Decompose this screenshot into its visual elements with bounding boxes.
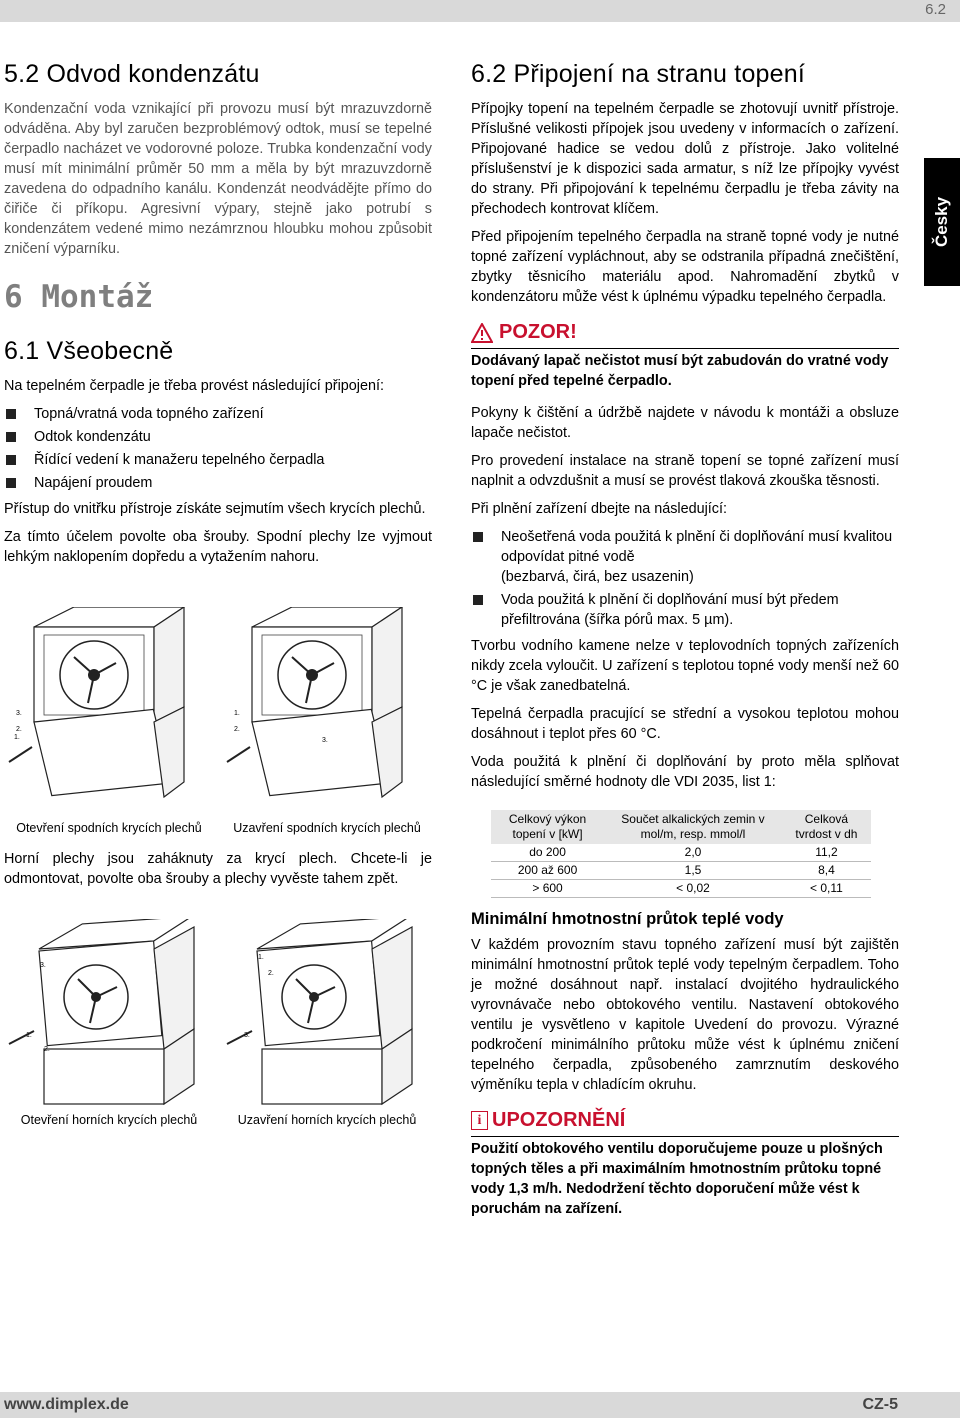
header-bar [0,0,960,22]
cleaning-paragraph: Pokyny k čištění a údržbě najdete v návodu k montáži a obsluze lapače nečistot. [471,405,899,441]
scale-paragraph: Tvorbu vodního kamene nelze v teplovodních topných zařízeních nikdy zcela vyloučit. U zařízení s teplotou topné vody menší než 60 °C je však zanedbatelná. [471,638,899,694]
step-label: 1. [234,710,240,717]
footer-bar [0,1392,960,1418]
step-label: 2. [268,970,274,977]
section-number: 6.2 [925,1,946,18]
language-tab [924,158,960,286]
section-6-1-title: 6.1 Všeobecně [4,337,174,365]
condensate-paragraph: Kondenzační voda vznikající při provozu musí být mrazuvzdorně odváděna. Aby byl zaručen bezproblémový odtok, musí se tepelné čerpadlo nacházet ve vodorovné poloze. Trubka kondenzační vody musí mít minimální průměr 50 mm a měla by být mrazuvzdorně zavedena do odpadního kanálu. Kondenzát neodvádějte přímo do čiřiče či příkopu. Agresivní výpary, stejně jako potrubí s kondenzátem vedené mimo nezámrznou hloubku mohou způsobit zničení výparníku. [4,101,432,257]
table-cell: 2,0 [604,844,782,862]
connections-paragraph: Přípojky topení na tepelném čerpadle se zhotovují uvnitř přístroje. Příslušné velikosti přípojek jsou uvedeny v informacích o zařízení. Připojované hadice se vedou dolů z přístroje. Jako volitelné příslušenství je k dispozici sada armatur, s níž lze přípojky vyvést do strany. Při připojování k tepelnému čerpadlu je třeba závity na přechodech kontrovat klíčem. [471,101,899,217]
temperature-paragraph: Tepelná čerpadla pracující se střední a vysokou teplotou mohou dosáhnout i teplot přes 60 °C. [471,706,899,742]
figure-caption: Otevření horních krycích plechů [20,1113,198,1127]
info-header [471,1109,899,1132]
step-label: 1. [258,954,264,961]
section-6-2-title: 6.2 Připojení na stranu topení [471,60,806,88]
heat-pump-illustration [222,919,432,1109]
step-label: 3. [40,962,46,969]
table-header: Součet alkalických zemin v mol/m, resp. mmol/l [604,810,782,844]
installation-paragraph: Pro provedení instalace na straně topení se topné zařízení musí naplnit a odvzdušnit a musí se provést tlaková zkouška těsnosti. [471,453,899,489]
figure-caption: Uzavření horních krycích plechů [237,1113,417,1127]
min-flow-title: Minimální hmotnostní průtok teplé vody [471,910,784,928]
access-paragraph: Přístup do vnitřku přístroje získáte sejmutím všech krycích plechů. [4,501,426,517]
warning-title: POZOR! [499,321,577,343]
section-5-2-title: 5.2 Odvod kondenzátu [4,60,260,88]
table-header: Celková tvrdost v dh [782,810,871,844]
figure-close-lower [222,607,432,835]
list-item-extra: (bezbarvá, čirá, bez usazenin) [501,569,694,585]
table-cell: 1,5 [604,862,782,880]
warning-triangle-icon [471,323,493,343]
list-item: Voda použitá k plnění či doplňování musí být předem přefiltrována (šířka pórů max. 5 µm). [471,590,899,630]
left-column [4,60,432,1127]
list-item: Topná/vratná voda topného zařízení [4,404,432,424]
connections-intro: Na tepelném čerpadle je třeba provést následující připojení: [4,378,384,394]
list-item: Řídící vedení k manažeru tepelného čerpadla [4,450,432,470]
figure-open-lower [4,607,214,835]
table-cell: < 0,02 [604,880,782,898]
table-row [491,844,871,862]
table-cell: 200 až 600 [491,862,604,880]
upper-panels-paragraph: Horní plechy jsou zaháknuty za krycí plech. Chcete-li je odmontovat, povolte oba šrouby a plechy vyvěste tahem zpět. [4,851,432,887]
filling-list [471,527,899,630]
guidelines-paragraph: Voda použitá k plnění či doplňování by proto měla splňovat následující směrné hodnoty dle VDI 2035, list 1: [471,754,899,790]
heat-pump-illustration [4,919,214,1109]
footer-website: www.dimplex.de [4,1396,129,1413]
min-flow-paragraph: V každém provozním stavu topného zařízení musí být zajištěn minimální hmotnostní průtok teplé vody tepelným čerpadlem. Toho je možné dosáhnout např. instalací dvojitého hydraulického vyrovnávače nebo obtokového ventilu. Nastavení obtokového ventilu je vysvětleno v kapitole Uvedení do provozu. Výrazné podkročení minimálního průtoku může vést k úplnému zničení tepelného čerpadla, způsobeného zamrznutím deskového výměníku tepla v chladícím okruhu. [471,937,899,1093]
figure-close-upper [222,919,432,1127]
info-text: Použití obtokového ventilu doporučujeme pouze u plošných topných těles a při maximálním hmotnostním průtoku topné vody 1,3 m/h. Nedodržení těchto doporučení může vést k poruchám na zařízení. [471,1136,899,1219]
table-cell: < 0,11 [782,880,871,898]
step-label: 3. [16,710,22,717]
list-item-text: Neošetřená voda použitá k plnění či doplňování musí kvalitou odpovídat pitné vodě [501,529,893,565]
list-item [471,527,899,587]
lower-panels-figures [4,607,432,835]
table-cell: do 200 [491,844,604,862]
heat-pump-illustration [222,607,432,817]
screws-paragraph: Za tímto účelem povolte oba šrouby. Spodní plechy lze vyjmout lehkým naklopením dopředu a vytažením nahoru. [4,529,432,565]
language-label: Česky [932,196,951,248]
list-item: Odtok kondenzátu [4,427,432,447]
step-label: 3. [322,737,328,744]
warning-text: Dodávaný lapač nečistot musí být zabudován do vratné vody topení před tepelné čerpadlo. [471,348,899,391]
warning-header [471,321,899,344]
filling-intro: Při plnění zařízení dbejte na následující: [471,501,727,517]
right-column [471,60,899,1231]
table-cell: > 600 [491,880,604,898]
figure-open-upper [4,919,214,1127]
figure-caption: Otevření spodních krycích plechů [16,821,202,835]
step-label: 3. [244,1032,250,1039]
table-header-row [491,810,871,844]
step-label: 2. [16,726,22,733]
chapter-6-title: 6 Montáž [4,279,154,315]
step-label: 2. [44,1046,50,1053]
info-title: UPOZORNĚNÍ [492,1109,626,1131]
step-label: 1. [14,734,20,741]
table-cell: 8,4 [782,862,871,880]
connections-list [4,404,432,493]
flushing-paragraph: Před připojením tepelného čerpadla na straně topné vody je nutné topné zařízení vypláchnout, aby se odstranila případná znečištění, zbytky těsnicího materiálu apod. Nahromadění zbytků v kondenzátoru může vést k úplnému výpadku tepelného čerpadla. [471,229,899,305]
table-cell: 11,2 [782,844,871,862]
upper-panels-figures [4,919,432,1127]
step-label: 1. [26,1032,32,1039]
list-item: Napájení proudem [4,473,432,493]
table-row [491,880,871,898]
heat-pump-illustration [4,607,214,817]
water-quality-table [491,810,871,898]
step-label: 2. [234,726,240,733]
figure-caption: Uzavření spodních krycích plechů [233,821,421,835]
page-number: CZ-5 [862,1396,898,1413]
info-icon: i [471,1111,488,1130]
table-header: Celkový výkon topení v [kW] [491,810,604,844]
table-row [491,862,871,880]
